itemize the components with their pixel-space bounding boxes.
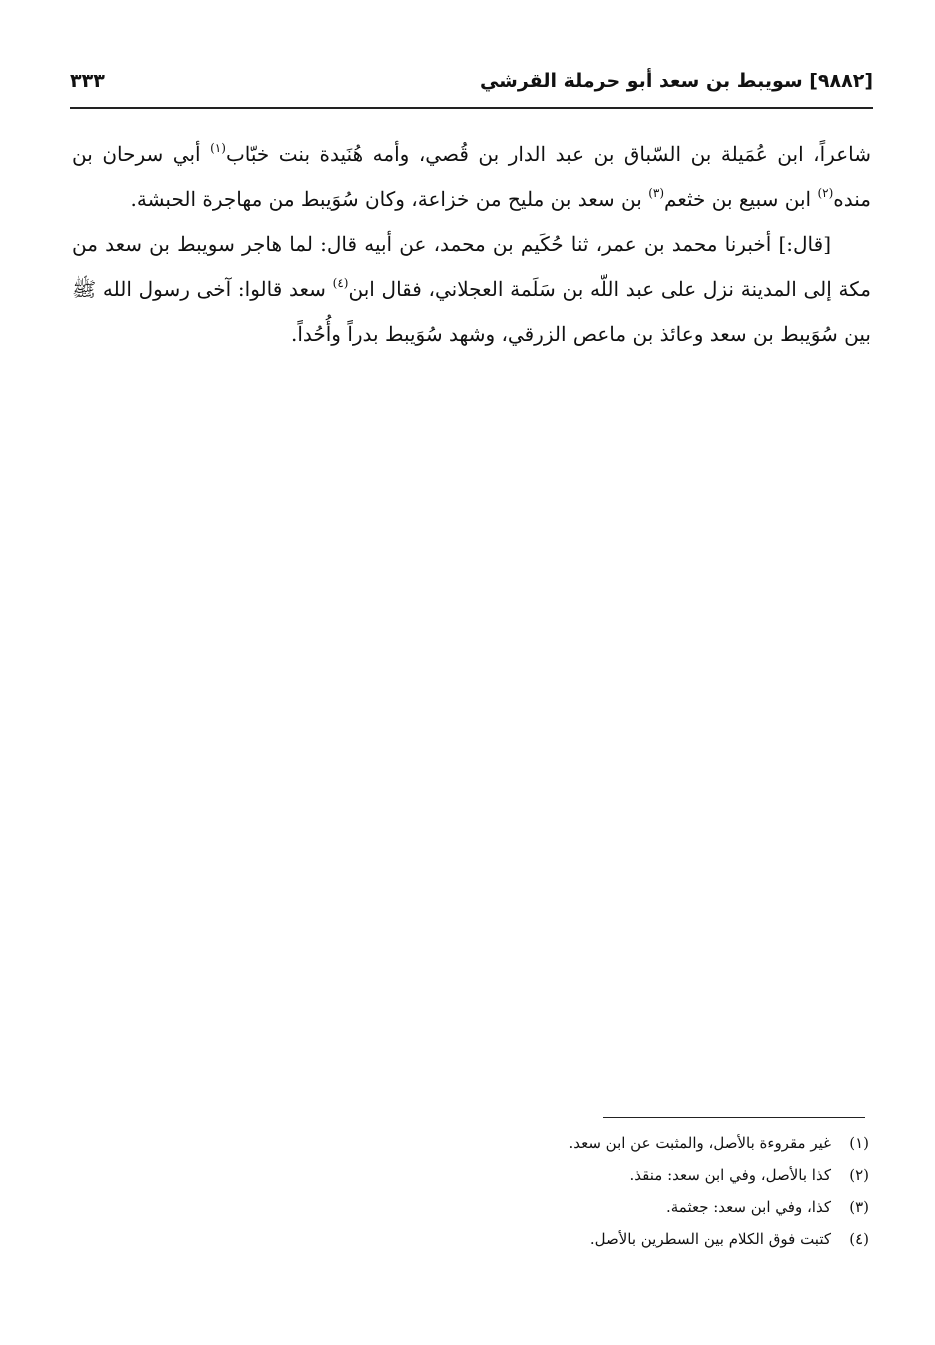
main-text	[72, 132, 871, 357]
paragraph-1	[72, 132, 871, 222]
note-ref-4: (٤)	[332, 276, 349, 290]
footnote-text: كتبت فوق الكلام بين السطرين بالأصل.	[589, 1230, 831, 1248]
footnotes	[269, 1127, 869, 1255]
footnote-1	[269, 1127, 869, 1159]
header-rule	[70, 107, 873, 109]
note-ref-3: (٣)	[648, 186, 665, 200]
paragraph-1-text-3: ابن سبيع بن خثعم	[664, 187, 818, 211]
footnote-number: (٢)	[849, 1166, 869, 1184]
entry-title: [٩٨٨٢] سويبط بن سعد أبو حرملة القرشي	[479, 70, 873, 92]
footnote-number: (٤)	[849, 1230, 869, 1248]
paragraph-2-text-1: [قال:] أخبرنا محمد بن عمر، ثنا حُكَيم بن محمد، عن أبيه قال: لما هاجر سويبط بن سعد من مكة إلى المدينة نزل على عبد اللّه بن سَلَمة العجلاني، فقال ابن	[72, 232, 871, 301]
paragraph-1-text-2: أبي سرحان بن منده	[72, 142, 871, 211]
paragraph-1-text-1: شاعراً، ابن عُمَيلة بن السّباق بن عبد الدار بن قُصي، وأمه هُنَيدة بنت خبّاب	[225, 142, 871, 166]
footnote-text: غير مقروءة بالأصل، والمثبت عن ابن سعد.	[568, 1134, 831, 1152]
footnote-rule	[603, 1117, 865, 1118]
note-ref-1: (١)	[210, 141, 226, 155]
footnote-4	[269, 1223, 869, 1255]
footnote-3	[269, 1191, 869, 1223]
footnote-number: (٣)	[849, 1198, 869, 1216]
page-number: ٣٣٣	[70, 70, 105, 92]
footnote-text: كذا بالأصل، وفي ابن سعد: منقذ.	[629, 1166, 831, 1184]
paragraph-2-text-2: سعد قالوا: آخى رسول الله ﷺ بين سُوَيبط بن سعد وعائذ بن ماعص الزرقي، وشهد سُوَيبط بدراً وأُحُداً.	[72, 277, 871, 346]
running-header	[70, 66, 873, 104]
footnote-2	[269, 1159, 869, 1191]
paragraph-2	[72, 222, 871, 357]
footnote-text: كذا، وفي ابن سعد: جعثمة.	[665, 1198, 831, 1216]
paragraph-1-text-4: بن سعد بن مليح من خزاعة، وكان سُوَيبط من مهاجرة الحبشة.	[130, 187, 649, 211]
footnote-number: (١)	[849, 1134, 869, 1152]
note-ref-2: (٢)	[817, 186, 834, 200]
